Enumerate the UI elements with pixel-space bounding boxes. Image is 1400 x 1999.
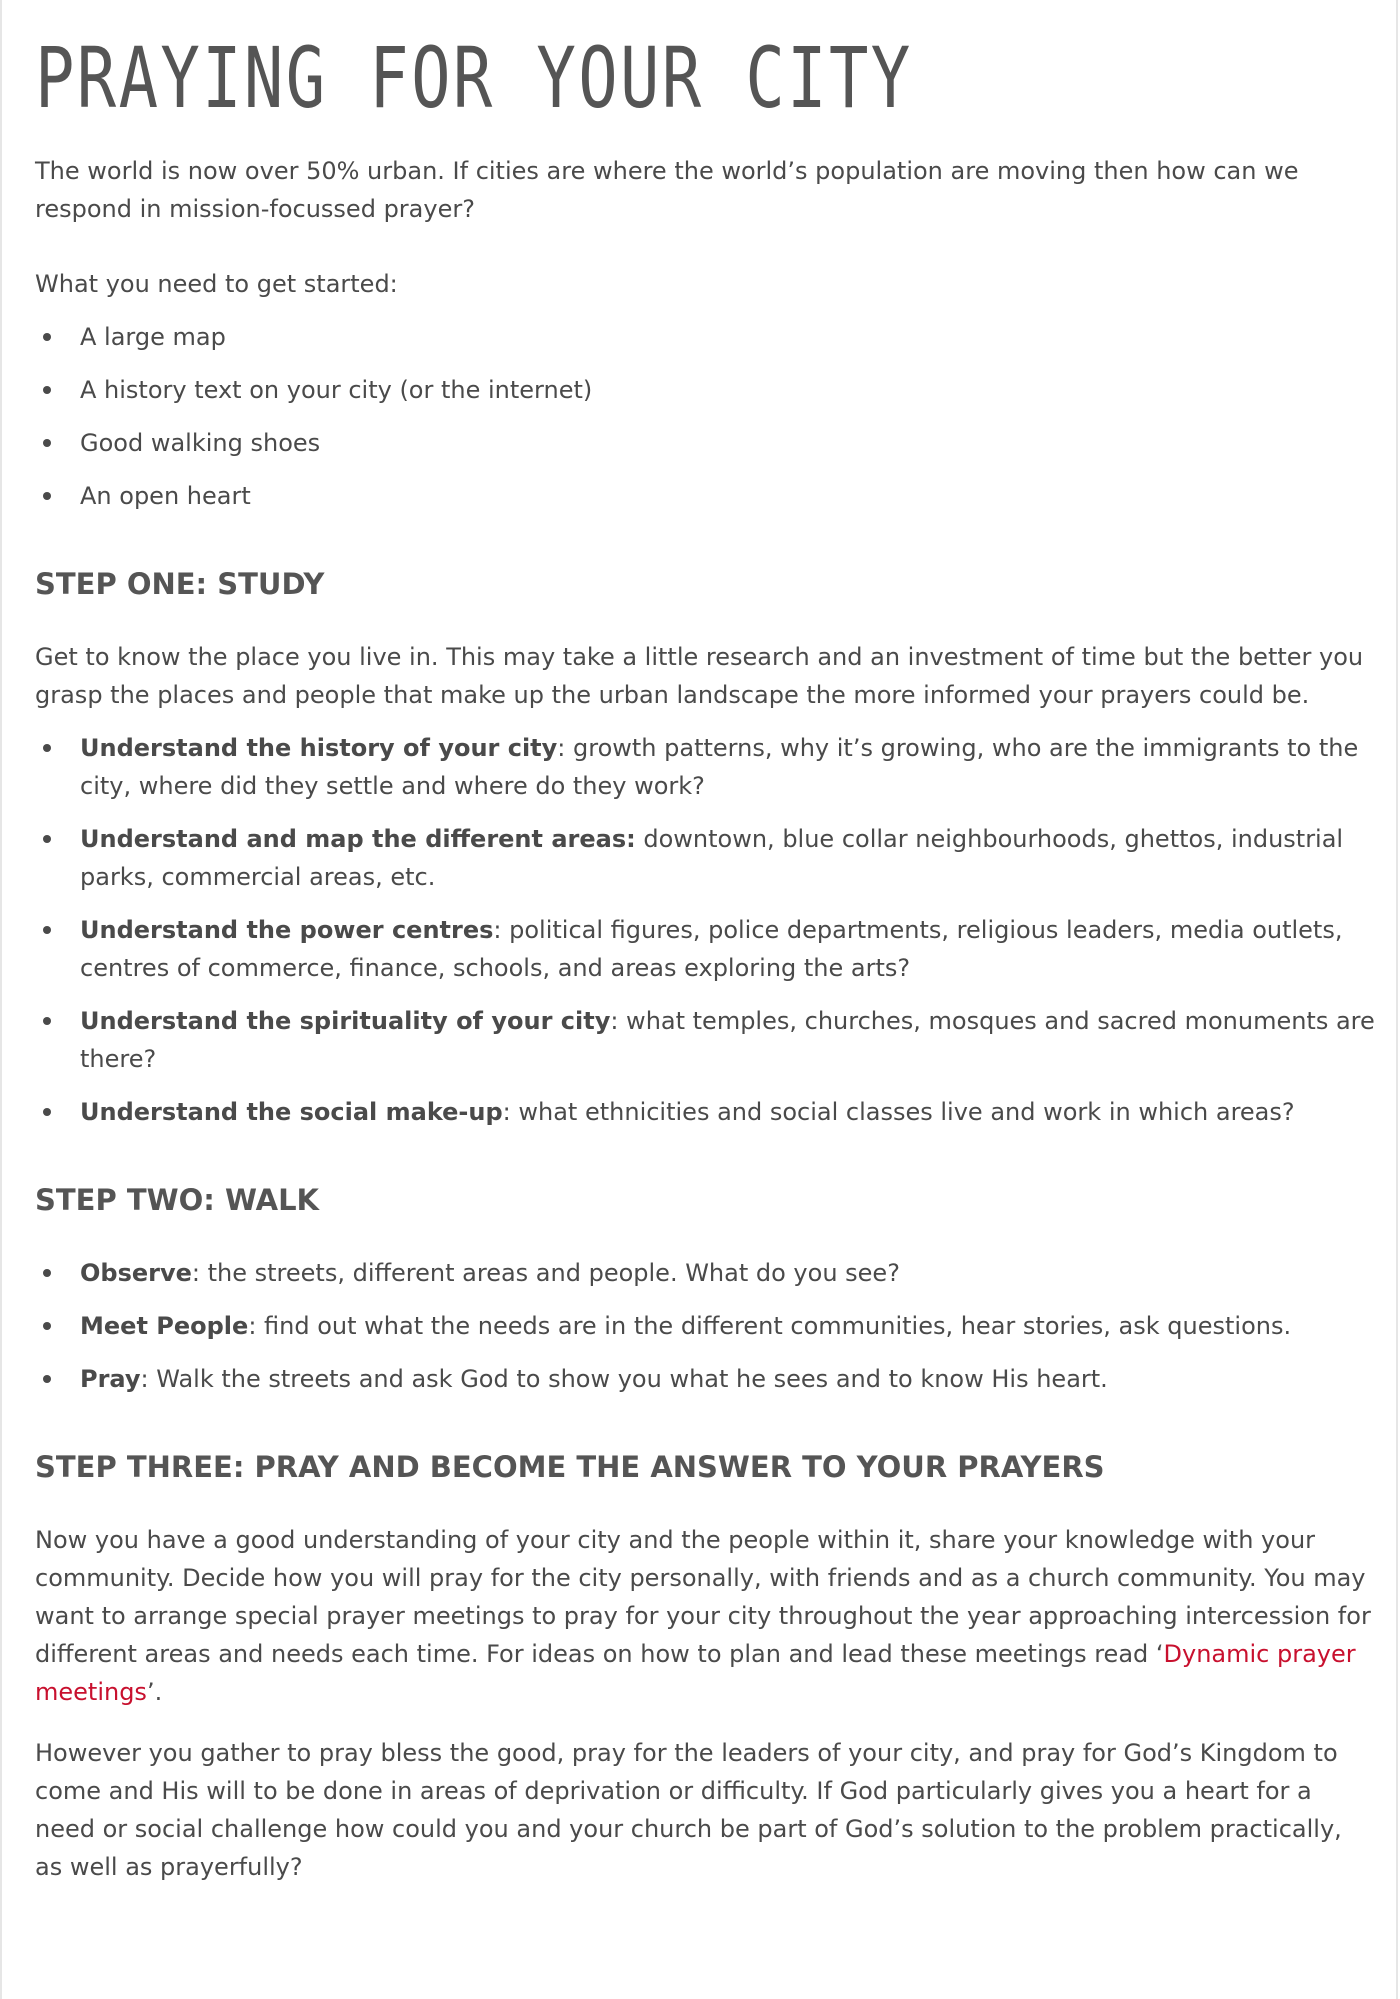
bullet-icon (43, 835, 51, 843)
list-item: Meet People: find out what the needs are in the different communities, hear stories, ask questions. (35, 1307, 1375, 1345)
step-two-heading: STEP TWO: WALK (35, 1183, 320, 1217)
step-one-heading: STEP ONE: STUDY (35, 567, 325, 601)
bullet-icon (43, 1269, 51, 1277)
bullet-icon (43, 492, 51, 500)
page-title: PRAYING FOR YOUR CITY (35, 29, 913, 127)
list-item: Observe: the streets, different areas and people. What do you see? (35, 1254, 1375, 1292)
list-item: Understand the power centres: political figures, police departments, religious leaders, media outlets, centres of commerce, finance, schools, and areas exploring the arts? (35, 911, 1375, 987)
bullet-icon (43, 386, 51, 394)
bullet-icon (43, 1322, 51, 1330)
list-item: A history text on your city (or the internet) (35, 371, 1375, 409)
bullet-icon (43, 439, 51, 447)
bullet-icon (43, 926, 51, 934)
step-three-paragraph-1: Now you have a good understanding of your city and the people within it, share your knowledge with your community. Decide how you will pray for the city personally, with friends and as a church community. You may want to arrange special prayer meetings to pray for your city throughout the year approaching intercession for different areas and needs each time. For ideas on how to plan and lead these meetings read ‘Dynamic prayer meetings’. (35, 1526, 1371, 1706)
list-item: A large map (35, 318, 1375, 356)
bullet-icon (43, 744, 51, 752)
bullet-icon (43, 1375, 51, 1383)
step-one-list (35, 729, 1375, 1131)
step-three-paragraph-2: However you gather to pray bless the good, pray for the leaders of your city, and pray for God’s Kingdom to come and His will to be done in areas of deprivation or difficulty. If God particularly gives you a heart for a need or social challenge how could you and your church be part of God’s solution to the problem practically, as well as prayerfully? (35, 1739, 1342, 1881)
bullet-icon (43, 333, 51, 341)
step-three-heading: STEP THREE: PRAY AND BECOME THE ANSWER TO YOUR PRAYERS (35, 1450, 1105, 1484)
list-item: Understand the spirituality of your city: what temples, churches, mosques and sacred monuments are there? (35, 1002, 1375, 1078)
step-two-list (35, 1254, 1375, 1398)
bullet-icon (43, 1108, 51, 1116)
list-item: Understand and map the different areas: downtown, blue collar neighbourhoods, ghettos, industrial parks, commercial areas, etc. (35, 820, 1375, 896)
bullet-icon (43, 1017, 51, 1025)
step-one-paragraph: Get to know the place you live in. This may take a little research and an investment of time but the better you grasp the places and people that make up the urban landscape the more informed your prayers could be. (35, 643, 1364, 709)
list-item: Pray: Walk the streets and ask God to show you what he sees and to know His heart. (35, 1360, 1375, 1398)
list-item: An open heart (35, 477, 1375, 515)
article-body (35, 152, 1375, 1886)
list-item: Good walking shoes (35, 424, 1375, 462)
dynamic-prayer-meetings-link[interactable]: Dynamic prayer meetings (35, 1640, 1356, 1706)
list-item: Understand the history of your city: growth patterns, why it’s growing, who are the immigrants to the city, where did they settle and where do they work? (35, 729, 1375, 805)
intro-paragraph: The world is now over 50% urban. If cities are where the world’s population are moving then how can we respond in mission-focussed prayer? (35, 157, 1299, 223)
need-heading: What you need to get started: (35, 270, 398, 298)
need-list (35, 318, 1375, 515)
list-item: Understand the social make-up: what ethnicities and social classes live and work in which areas? (35, 1093, 1375, 1131)
